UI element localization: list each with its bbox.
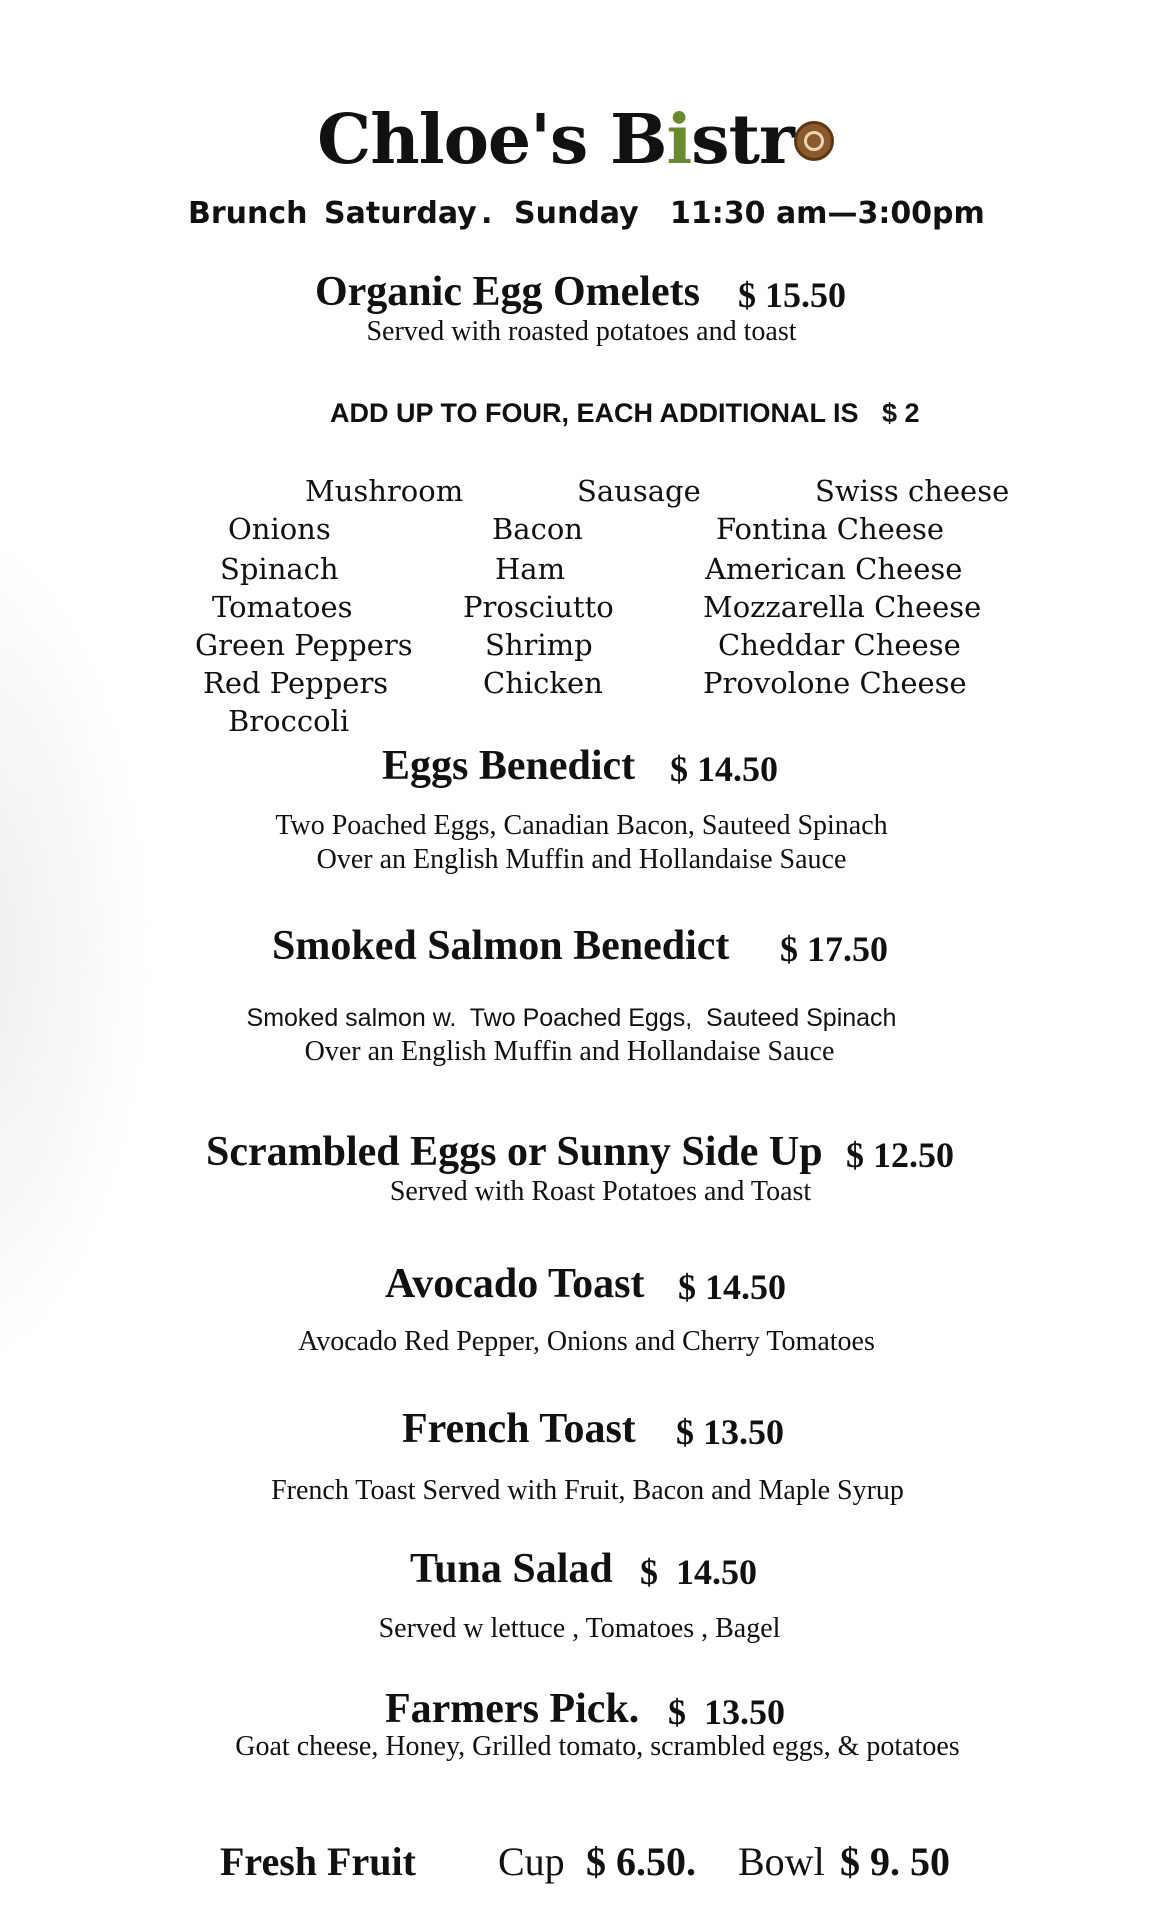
fresh-fruit-bowl-price: $ 9. 50 <box>840 1839 950 1884</box>
omelets-desc: Served with roasted potatoes and toast <box>366 316 797 347</box>
hours-label: Brunch <box>188 196 308 231</box>
item-name: Eggs Benedict <box>382 743 636 789</box>
hours-separator: . <box>481 196 493 231</box>
fresh-fruit-bowl-label: Bowl <box>738 1839 825 1884</box>
option-item: Broccoli <box>228 704 350 738</box>
omelets-price: $ 15.50 <box>738 275 846 315</box>
item-name: Tuna Salad <box>410 1546 613 1592</box>
fork-knife-logo-icon <box>666 100 691 180</box>
item-desc: Avocado Red Pepper, Onions and Cherry Tomatoes <box>298 1326 875 1357</box>
option-item: Ham <box>495 552 566 586</box>
option-item: Red Peppers <box>203 666 389 700</box>
option-item: Green Peppers <box>195 628 413 662</box>
option-item: Shrimp <box>485 628 593 662</box>
title-i: i <box>666 100 692 180</box>
item-price: $ 17.50 <box>780 929 888 969</box>
hours-time: 11:30 am—3:00pm <box>670 196 985 231</box>
option-item: Fontina Cheese <box>716 512 945 546</box>
option-item: Swiss cheese <box>815 474 1010 508</box>
item-desc: Over an English Muffin and Hollandaise Sauce <box>316 844 847 875</box>
item-desc: Served w lettuce , Tomatoes , Bagel <box>378 1613 781 1644</box>
omelets-name: Organic Egg Omelets <box>315 269 700 315</box>
option-item: Sausage <box>577 474 701 508</box>
item-name: Smoked Salmon Benedict <box>272 923 730 969</box>
item-price: $ 13.50 <box>676 1412 784 1452</box>
item-desc: French Toast Served with Fruit, Bacon and Maple Syrup <box>271 1475 904 1506</box>
item-desc: Goat cheese, Honey, Grilled tomato, scrambled eggs, & potatoes <box>235 1731 960 1762</box>
add-note: ADD UP TO FOUR, EACH ADDITIONAL IS <box>330 398 859 428</box>
fresh-fruit-cup-price: $ 6.50. <box>586 1839 696 1884</box>
bistro-logo-o-icon <box>794 121 834 161</box>
option-item: Cheddar Cheese <box>718 628 961 662</box>
option-item: Bacon <box>492 512 583 546</box>
option-item: Mushroom <box>305 474 464 508</box>
item-name: Farmers Pick. <box>385 1686 640 1732</box>
add-price: $ 2 <box>882 398 920 428</box>
fresh-fruit-cup-label: Cup <box>498 1839 565 1884</box>
hours-day-saturday: Saturday <box>324 196 477 231</box>
option-item: Spinach <box>220 552 339 586</box>
item-price: $ 14.50 <box>670 749 778 789</box>
item-name: French Toast <box>402 1406 636 1452</box>
item-desc: Over an English Muffin and Hollandaise Sauce <box>304 1036 835 1067</box>
option-item: Provolone Cheese <box>703 666 967 700</box>
hours-day-sunday: Sunday <box>514 196 639 231</box>
item-desc: Two Poached Eggs, Canadian Bacon, Sauteed Spinach <box>275 810 888 841</box>
title-text: Chloe's B <box>317 100 667 180</box>
option-item: Prosciutto <box>463 590 614 624</box>
item-name: Scrambled Eggs or Sunny Side Up <box>206 1129 823 1175</box>
option-item: Onions <box>228 512 331 546</box>
item-price: $ 14.50 <box>640 1552 757 1592</box>
item-desc: Smoked salmon w. Two Poached Eggs, Sauteed Spinach <box>246 1004 897 1032</box>
item-desc: Served with Roast Potatoes and Toast <box>389 1176 812 1207</box>
option-item: Mozzarella Cheese <box>703 590 982 624</box>
item-price: $ 14.50 <box>678 1267 786 1307</box>
fresh-fruit-name: Fresh Fruit <box>220 1839 416 1884</box>
item-name: Avocado Toast <box>385 1261 645 1307</box>
item-price: $ 12.50 <box>846 1135 954 1175</box>
title-text-2: str <box>691 100 794 180</box>
option-item: American Cheese <box>705 552 963 586</box>
option-item: Tomatoes <box>212 590 353 624</box>
item-price: $ 13.50 <box>668 1692 785 1732</box>
option-item: Chicken <box>483 666 603 700</box>
restaurant-title <box>0 100 1151 180</box>
